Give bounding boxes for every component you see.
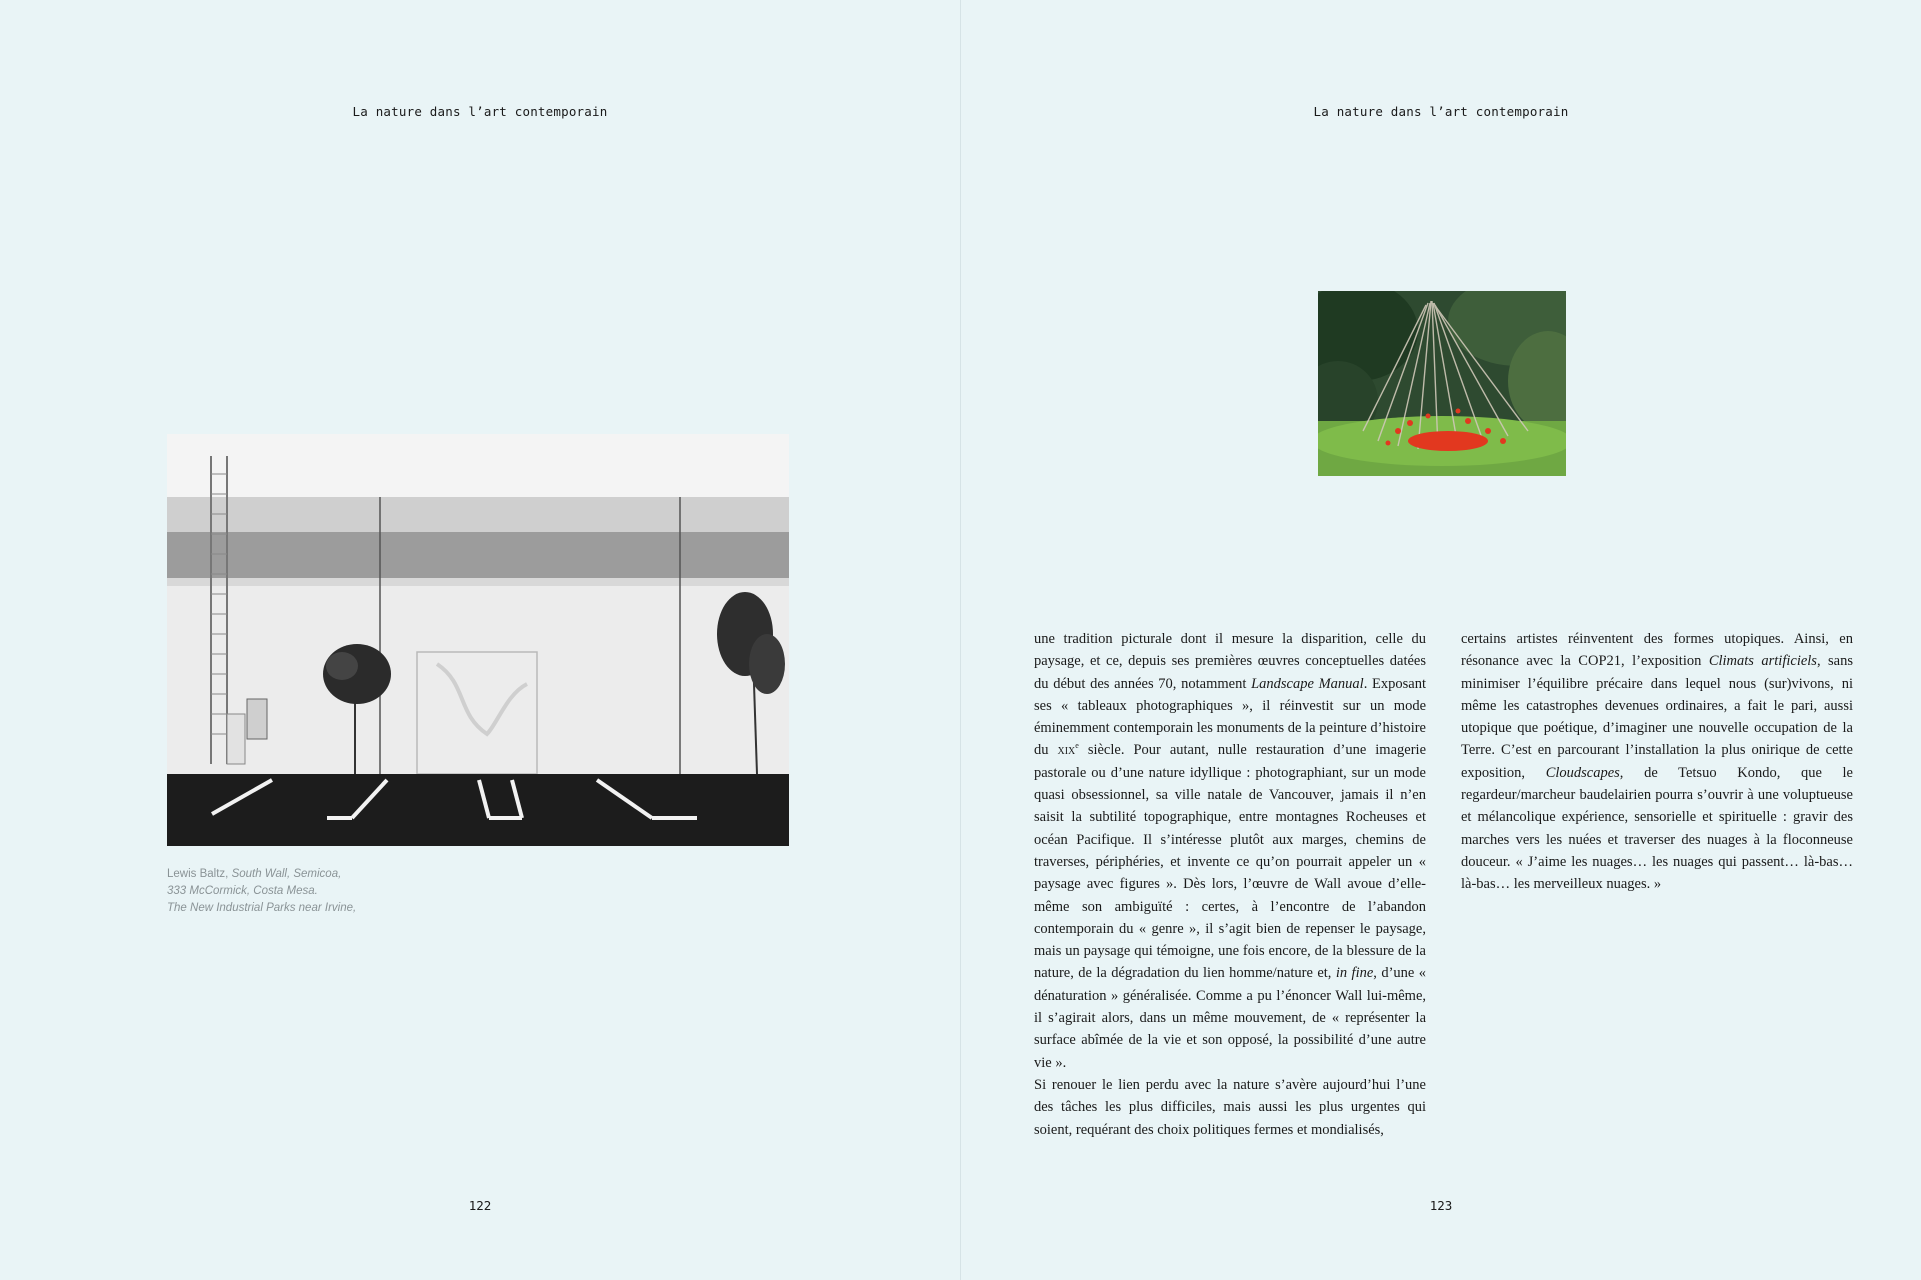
left-page: [0, 0, 960, 1280]
folio-left: 122: [468, 1198, 492, 1213]
caption-line-3: The New Industrial Parks near Irvine,: [167, 902, 357, 914]
text-column-1: [1034, 628, 1426, 1141]
caption-line-1: Lewis Baltz, South Wall, Semicoa,: [167, 868, 342, 880]
paragraph-2: Si renouer le lien perdu avec la nature s’avère aujourd’hui l’une des tâches les plus difficiles, mais aussi les plus urgentes qui soient, requérant des choix politiques fermes et mondialisés,: [1034, 1076, 1426, 1138]
photo-installation: [1318, 291, 1566, 476]
folio-right: 123: [1429, 1198, 1453, 1213]
caption-line-2: 333 McCormick, Costa Mesa.: [167, 885, 318, 897]
paragraph-1: une tradition picturale dont il mesure la disparition, celle du paysage, et ce, depuis ses premières œuvres conceptuelles datées du début des années 70, notamment Landscape Manual. Exposant ses « tableaux photographiques », il réinvestit sur un mode éminemment contemporain les monuments de la peinture d’histoire du xix$^e$ siècle. Pour autant, nulle restauration d’une imagerie pastorale ou d’une nature idyllique : photographiant, sur un mode quasi obsessionnel, sa ville natale de Vancouver, jamais il n’en saisit la subtilité topographique, entre montagnes Rocheuses et océan Pacifique. Il s’intéresse plutôt aux marges, chemins de traverses, périphéries, et invente ce qu’on pourrait appeler un « paysage avec figures ». Dès lors, l’œuvre de Wall avoue d’elle-même son ambiguïté : certes, à l’encontre de l’abandon contemporain du « genre », il s’agit bien de repenser le paysage, mais un paysage qui témoigne, une fois encore, de la blessure de la nature, de la dégradation du lien homme/nature et, in fine, d’une « dénaturation » généralisée. Comme a pu l’énoncer Wall lui-même, il s’agirait alors, dans un même mouvement, de « représenter la surface abîmée de la vie et son opposé, la possibilité d’une autre vie ».: [1034, 631, 1426, 1071]
right-page: [961, 0, 1921, 1280]
paragraph-3: certains artistes réinventent des formes utopiques. Ainsi, en résonance avec la COP21, l’exposition Climats artificiels, sans minimiser l’équilibre précaire dans lequel nous (sur)vivons, ni même les catastrophes devenues ordinaires, a fait le pari, aussi utopique que poétique, d’imaginer une nouvelle occupation de la Terre. C’est en parcourant l’installation la plus onirique de cette exposition, Cloudscapes, de Tetsuo Kondo, que le regardeur/marcheur baudelairien pourra s’ouvrir à une voluptueuse et mélancolique expérience, sensorielle et spirituelle : gravir des marches vers les nuées et traverser des nuages à la floconneuse douceur. « J’aime les nuages… les nuages qui passent… là-bas… là-bas… les merveilleux nuages. »: [1461, 631, 1854, 893]
photo-industrial-wall: [167, 434, 789, 846]
running-head-left: La nature dans l’art contemporain: [352, 104, 608, 119]
text-column-2: [1461, 628, 1853, 896]
photo-caption: [167, 866, 467, 917]
running-head-right: La nature dans l’art contemporain: [1313, 104, 1569, 119]
